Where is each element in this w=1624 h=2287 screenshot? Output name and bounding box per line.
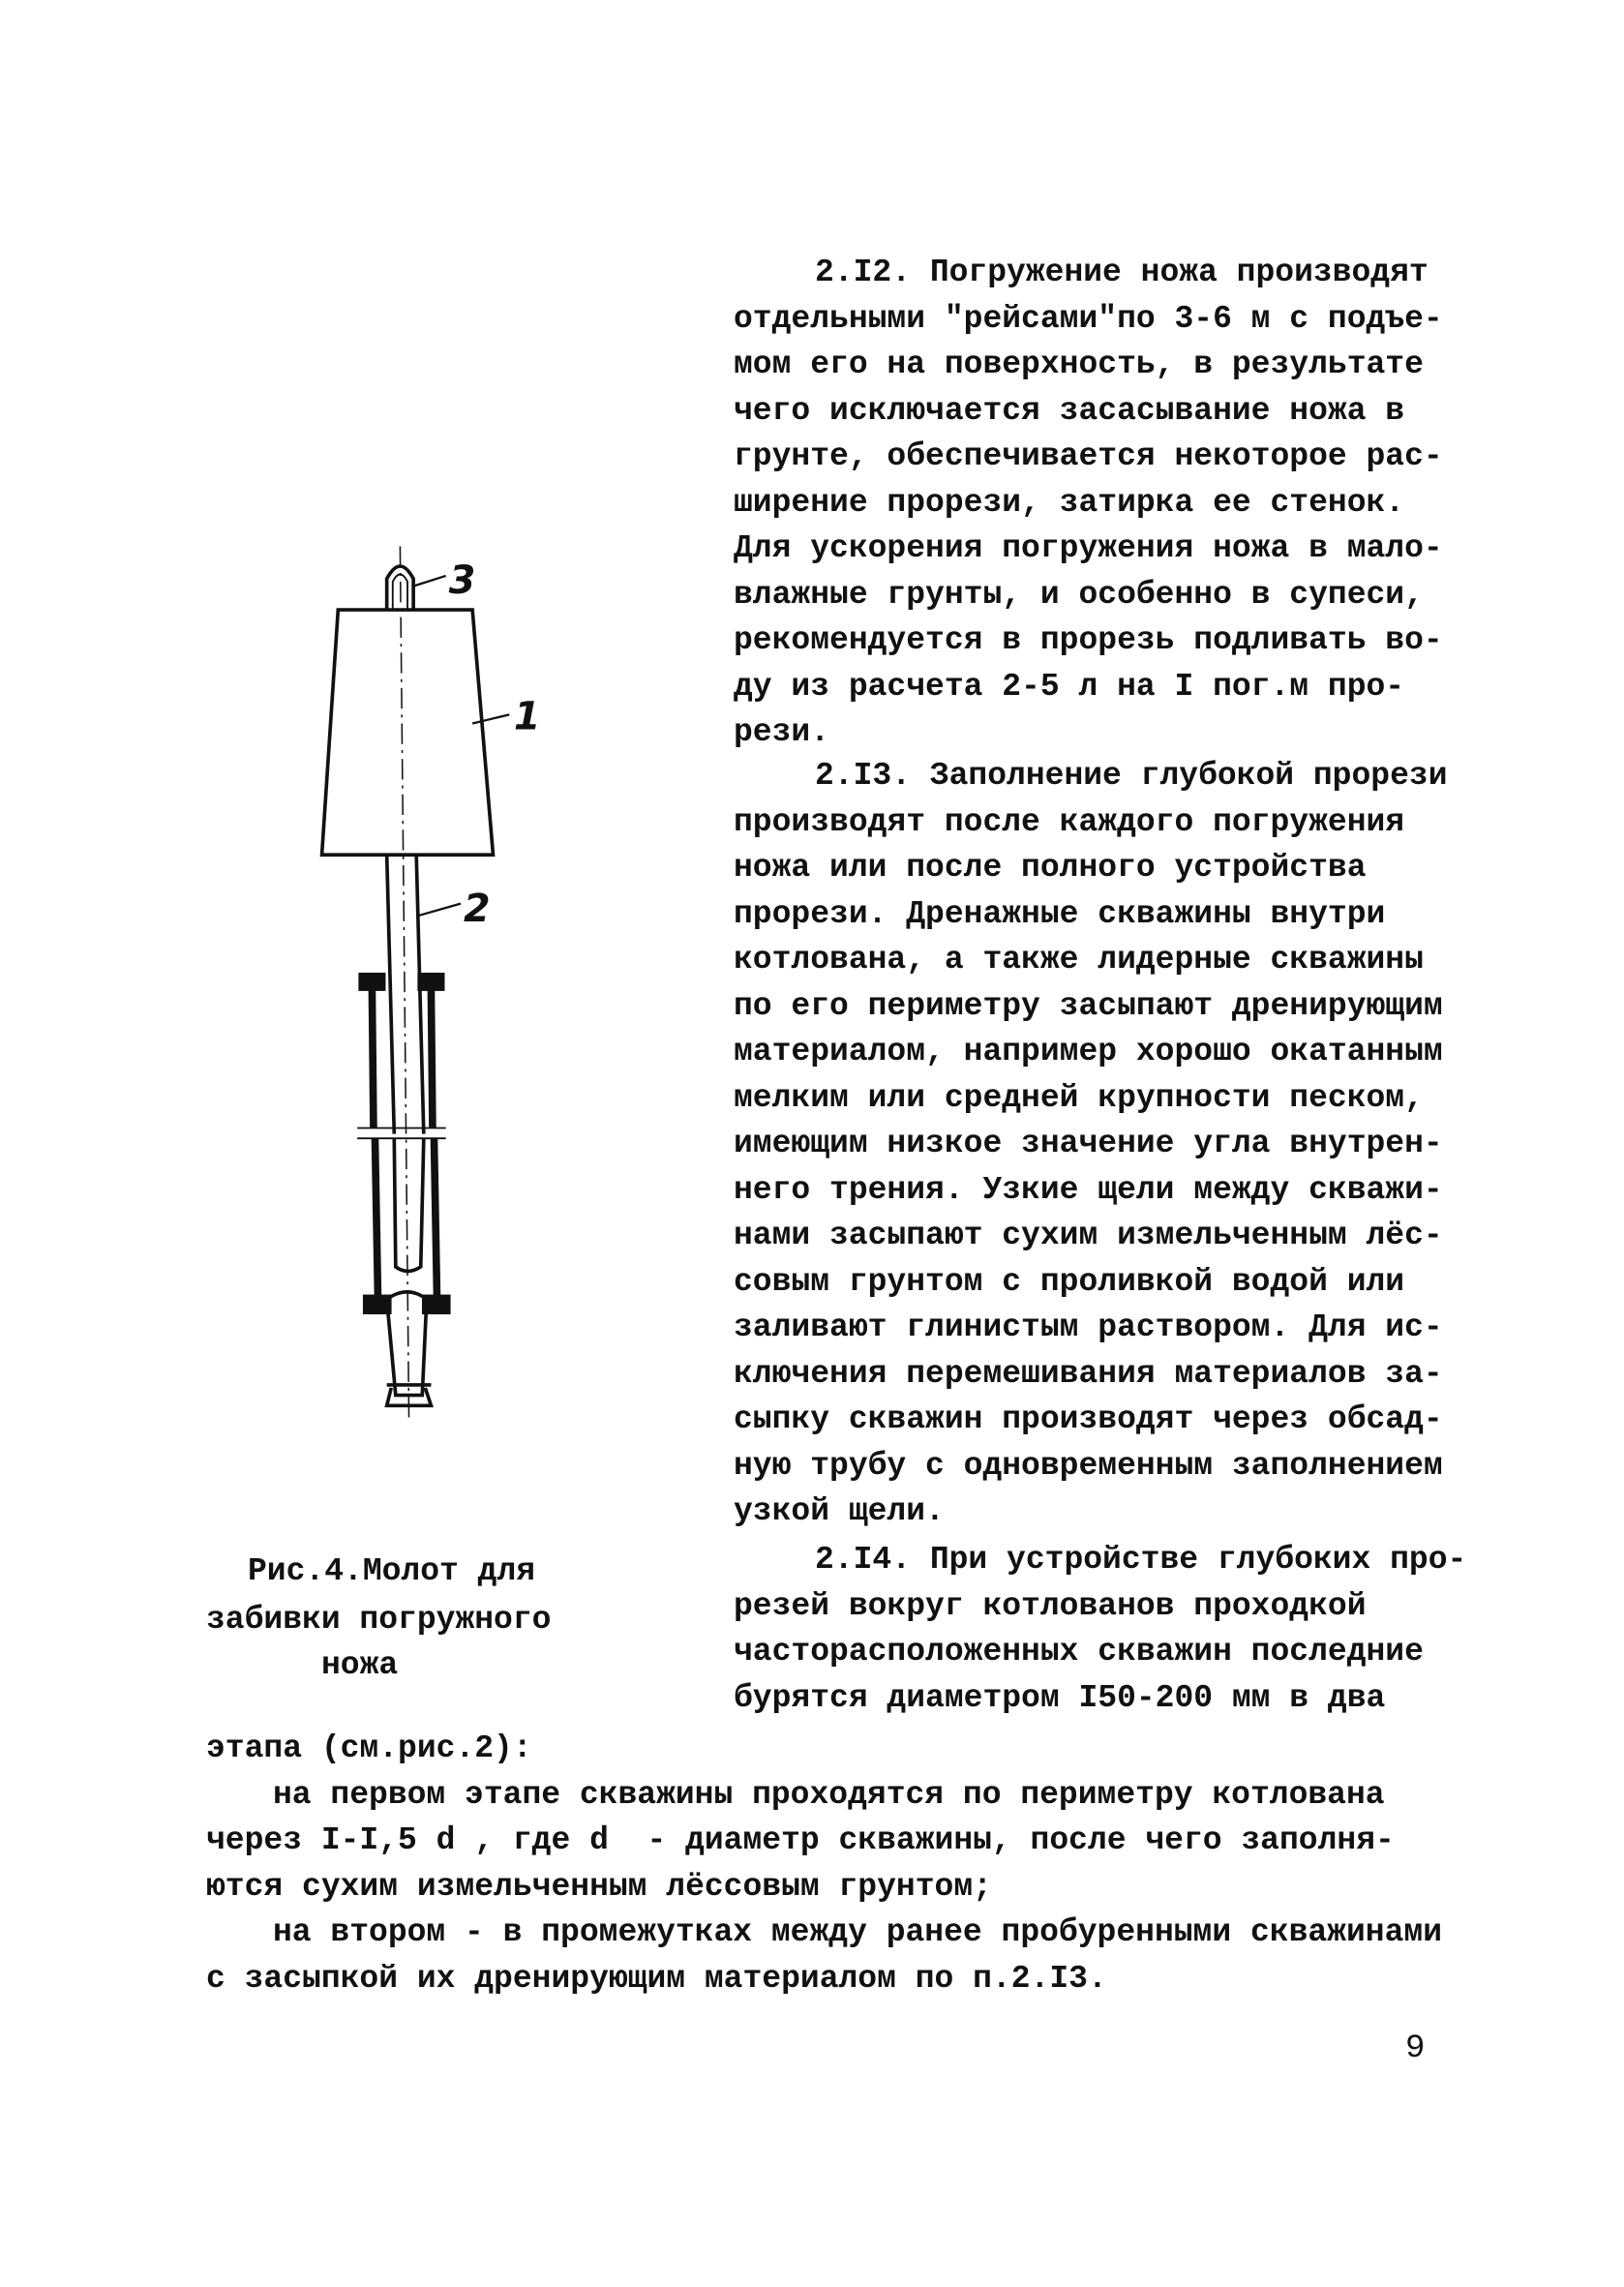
text-line: ную трубу с одновременным заполнением [734,1447,1443,1484]
flange-bottom-right [424,1296,449,1312]
text-line: грунте, обеспечивается некоторое рас- [734,438,1443,474]
text-line: 2.I2. Погружение ножа производят [815,255,1429,290]
text-line: ключения перемешивания материалов за- [734,1355,1443,1392]
sleeve-right-bottom [434,1138,436,1299]
text-line: по его периметру засыпают дренирующим [734,987,1443,1024]
sleeve-left-top [372,989,374,1128]
text-line: материалом, например хорошо окатанным [734,1034,1443,1069]
figure-caption-line: забивки погружного [206,1602,552,1638]
text-line: совым грунтом с проливкой водой или [734,1263,1405,1300]
page-number: 9 [1405,2031,1426,2067]
text-line: отдельными "рейсами"по 3-6 м с подъе- [734,300,1443,337]
leader-2 [419,904,461,916]
text-line: ду из расчета 2-5 л на I пог.м про- [734,668,1405,705]
rod-right [416,855,424,1133]
hammer-weight [322,610,494,855]
text-line: Для ускорения погружения ножа в мало- [734,530,1443,566]
sleeve-right-top [431,989,433,1128]
text-line: чего исключается засасывание ножа в [734,392,1405,429]
text-line: прорези. Дренажные скважины внутри [734,895,1386,932]
figure-caption-line: ножа [321,1647,399,1683]
text-line: рекомендуется в прорезь подливать во- [734,622,1443,658]
sleeve-left-bottom [375,1138,377,1299]
text-line: этапа (см.рис.2): [206,1730,532,1766]
flange-bottom-left [365,1296,390,1312]
text-line: сыпку скважин производят через обсад- [734,1401,1443,1437]
leader-3 [413,576,446,587]
text-line: ножа или после полного устройства [734,850,1367,886]
figure-caption-line: Рис.4.Молот для [248,1553,536,1589]
text-line: часторасположенных скважин последние [734,1634,1424,1670]
text-line: рези. [734,714,830,750]
text-line: через I-I,5 d , где d - диаметр скважины, после чего заполня- [206,1822,1395,1858]
text-line: влажные грунты, и особенно в супеси, [734,576,1424,613]
text-line: мом его на поверхность, в результате [734,346,1424,382]
text-line: 2.I4. При устройстве глубоких про- [815,1542,1467,1578]
flange-top-right [419,975,442,989]
text-line: него трения. Узкие щели между скважи- [734,1171,1443,1208]
rod-left [387,855,395,1133]
text-line: котлована, а также лидерные скважины [734,942,1424,978]
text-line: ширение прорези, затирка ее стенок. [734,484,1405,521]
figure-label-2: 2 [463,886,491,931]
text-line: заливают глинистым раствором. Для ис- [734,1309,1443,1345]
paragraph-2-12 [734,250,1443,756]
figure-label-1: 1 [513,694,541,739]
figure-label-3: 3 [448,558,476,604]
paragraph-2-13 [734,753,1448,1535]
text-line: на первом этапе скважины проходятся по периметру котлована [273,1776,1385,1813]
text-line: с засыпкой их дренирующим материалом по п.2.I3. [206,1960,1107,1997]
text-line: производят после каждого погружения [734,803,1405,840]
text-line: на втором - в промежутках между ранее пробуренными скважинами [273,1914,1442,1950]
axis-line [400,546,408,1420]
text-line: 2.I3. Заполнение глубокой прорези [815,758,1448,794]
text-line: узкой щели. [734,1493,945,1529]
text-line: ются сухим измельченным лёссовым грунтом; [206,1868,992,1905]
paragraph-2-14-continued [206,1726,1442,2001]
rod-lower [394,1138,424,1271]
anvil [387,1292,427,1396]
text-line: бурятся диаметром I50-200 мм в два [734,1679,1386,1716]
text-line: имеющим низкое значение угла внутрен- [734,1126,1443,1161]
text-line: нами засыпают сухим измельченным лёс- [734,1218,1443,1253]
paragraph-2-14 [734,1537,1466,1721]
flange-top-left [360,975,383,989]
text-line: резей вокруг котлованов проходкой [734,1587,1367,1624]
text-line: мелким или средней крупности песком, [734,1079,1424,1116]
leader-1 [472,714,509,723]
